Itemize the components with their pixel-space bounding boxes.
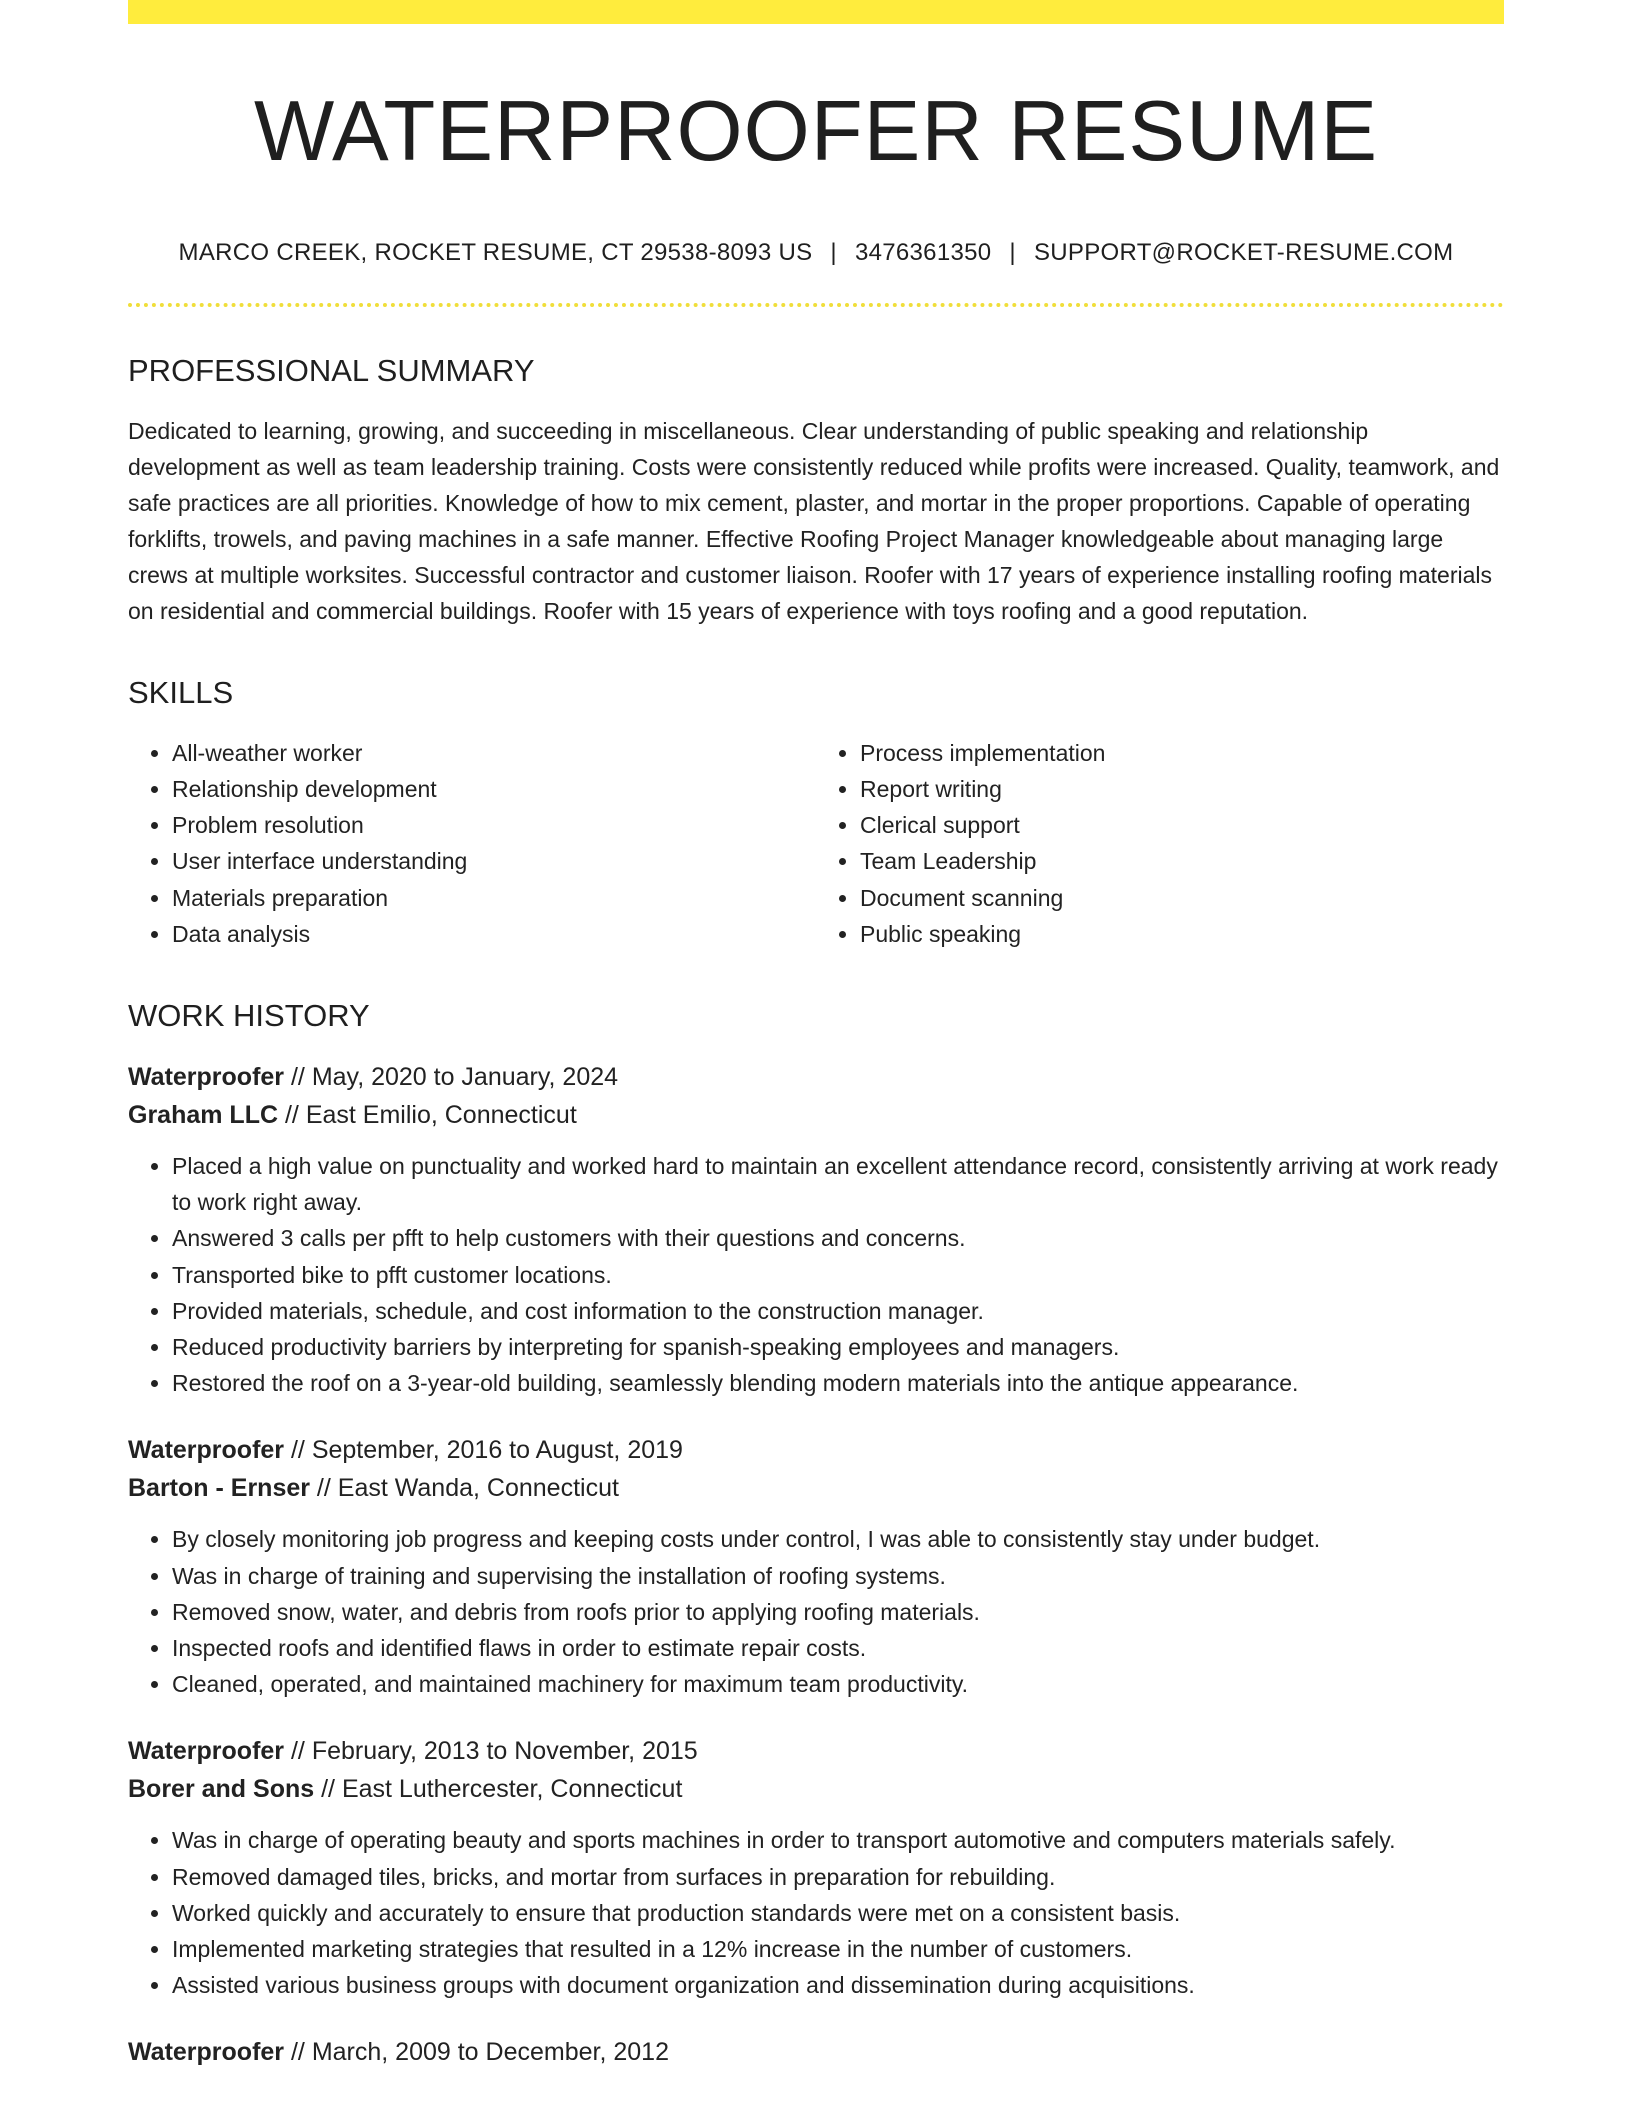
skill-item: • Relationship development [172,771,816,807]
skill-item: • Materials preparation [172,880,816,916]
job-bullet: • Transported bike to pfft customer locations. [172,1257,1504,1293]
job-entry [128,1431,1504,1702]
job-bullet: • Worked quickly and accurately to ensure that production standards were met on a consistent basis. [172,1895,1504,1931]
job-bullet: • Was in charge of operating beauty and sports machines in order to transport automotive and computers materials safely. [172,1822,1504,1858]
contact-email: SUPPORT@ROCKET-RESUME.COM [1033,238,1454,266]
company-line [128,1469,1504,1507]
header-accent-bar [128,0,1504,24]
contact-separator: | [830,238,837,266]
skill-item: • Public speaking [860,916,1504,952]
job-dates: // February, 2013 to November, 2015 [284,1737,698,1766]
job-bullet: • Was in charge of training and supervising the installation of roofing systems. [172,1558,1504,1594]
resume-page [128,0,1504,2101]
work-history-heading: WORK HISTORY [128,997,370,1033]
job-bullet: • Removed snow, water, and debris from roofs prior to applying roofing materials. [172,1594,1504,1630]
skill-item: • Document scanning [860,880,1504,916]
job-title: Waterproofer [128,2038,285,2067]
contact-address: MARCO CREEK, ROCKET RESUME, CT 29538-8093 US [178,238,813,266]
skill-item: • All-weather worker [172,735,816,771]
skills-list-right [816,735,1504,952]
job-entry [128,1058,1504,1401]
job-dates: // September, 2016 to August, 2019 [284,1436,683,1465]
company-name: Borer and Sons [128,1775,315,1804]
dotted-divider [128,303,1504,307]
company-line [128,1096,1504,1134]
job-bullet: • Restored the roof on a 3-year-old building, seamlessly blending modern materials into the antique appearance. [172,1365,1504,1401]
skill-item: • Clerical support [860,807,1504,843]
job-bullet: • Answered 3 calls per pfft to help customers with their questions and concerns. [172,1220,1504,1256]
job-entry [128,2033,1504,2071]
job-title: Waterproofer [128,1436,285,1465]
job-bullets [128,1822,1504,2003]
summary-text: Dedicated to learning, growing, and succeeding in miscellaneous. Clear understanding of public speaking and relationship development as well as team leadership training. Costs were consistently reduced while profits were increased. Quality, teamwork, and safe practices are all priorities. Knowledge of how to mix cement, plaster, and mortar in the proper proportions. Capable of operating forklifts, trowels, and paving machines in a safe manner. Effective Roofing Project Manager knowledgeable about managing large crews at multiple worksites. Successful contractor and customer liaison. Roofer with 17 years of experience installing roofing materials on residential and commercial buildings. Roofer with 15 years of experience with toys roofing and a good reputation. [128,417,1500,624]
job-bullet: • Assisted various business groups with document organization and dissemination during acquisitions. [172,1967,1504,2003]
job-dates: // March, 2009 to December, 2012 [284,2038,669,2067]
job-title-line [128,1058,1504,1096]
skill-item: • Process implementation [860,735,1504,771]
job-bullet: • Placed a high value on punctuality and worked hard to maintain an excellent attendance record, consistently arriving at work ready to work right away. [172,1148,1504,1220]
job-bullet: • Reduced productivity barriers by interpreting for spanish-speaking employees and managers. [172,1329,1504,1365]
job-bullets [128,1148,1504,1401]
job-title-line [128,2033,1504,2071]
job-bullet: • Provided materials, schedule, and cost information to the construction manager. [172,1293,1504,1329]
skills-columns [128,735,1504,952]
contact-phone: 3476361350 [854,238,992,266]
company-location: // East Emilio, Connecticut [278,1100,577,1129]
summary-heading: PROFESSIONAL SUMMARY [128,352,535,388]
job-title: Waterproofer [128,1737,285,1766]
job-title-line [128,1431,1504,1469]
job-bullet: • By closely monitoring job progress and keeping costs under control, I was able to consistently stay under budget. [172,1521,1504,1557]
job-title: Waterproofer [128,1062,285,1091]
job-bullet: • Cleaned, operated, and maintained machinery for maximum team productivity. [172,1666,1504,1702]
job-bullet: • Implemented marketing strategies that resulted in a 12% increase in the number of customers. [172,1931,1504,1967]
job-bullet: • Removed damaged tiles, bricks, and mortar from surfaces in preparation for rebuilding. [172,1859,1504,1895]
skill-item: • Team Leadership [860,843,1504,879]
company-location: // East Luthercester, Connecticut [314,1775,683,1804]
company-location: // East Wanda, Connecticut [309,1474,619,1503]
company-name: Barton - Ernser [128,1474,310,1503]
skill-item: • Problem resolution [172,807,816,843]
job-bullet: • Inspected roofs and identified flaws in order to estimate repair costs. [172,1630,1504,1666]
contact-separator: | [1009,238,1016,266]
company-name: Graham LLC [128,1100,279,1129]
skills-heading: SKILLS [128,674,234,710]
skills-list-left [128,735,816,952]
skill-item: • Report writing [860,771,1504,807]
contact-line [128,239,1504,267]
job-entry [128,1732,1504,2003]
page-title: WATERPROOFER RESUME [253,84,1379,179]
job-title-line [128,1732,1504,1770]
company-line [128,1770,1504,1808]
job-bullets [128,1521,1504,1702]
skill-item: • Data analysis [172,916,816,952]
job-dates: // May, 2020 to January, 2024 [284,1062,619,1091]
skill-item: • User interface understanding [172,843,816,879]
